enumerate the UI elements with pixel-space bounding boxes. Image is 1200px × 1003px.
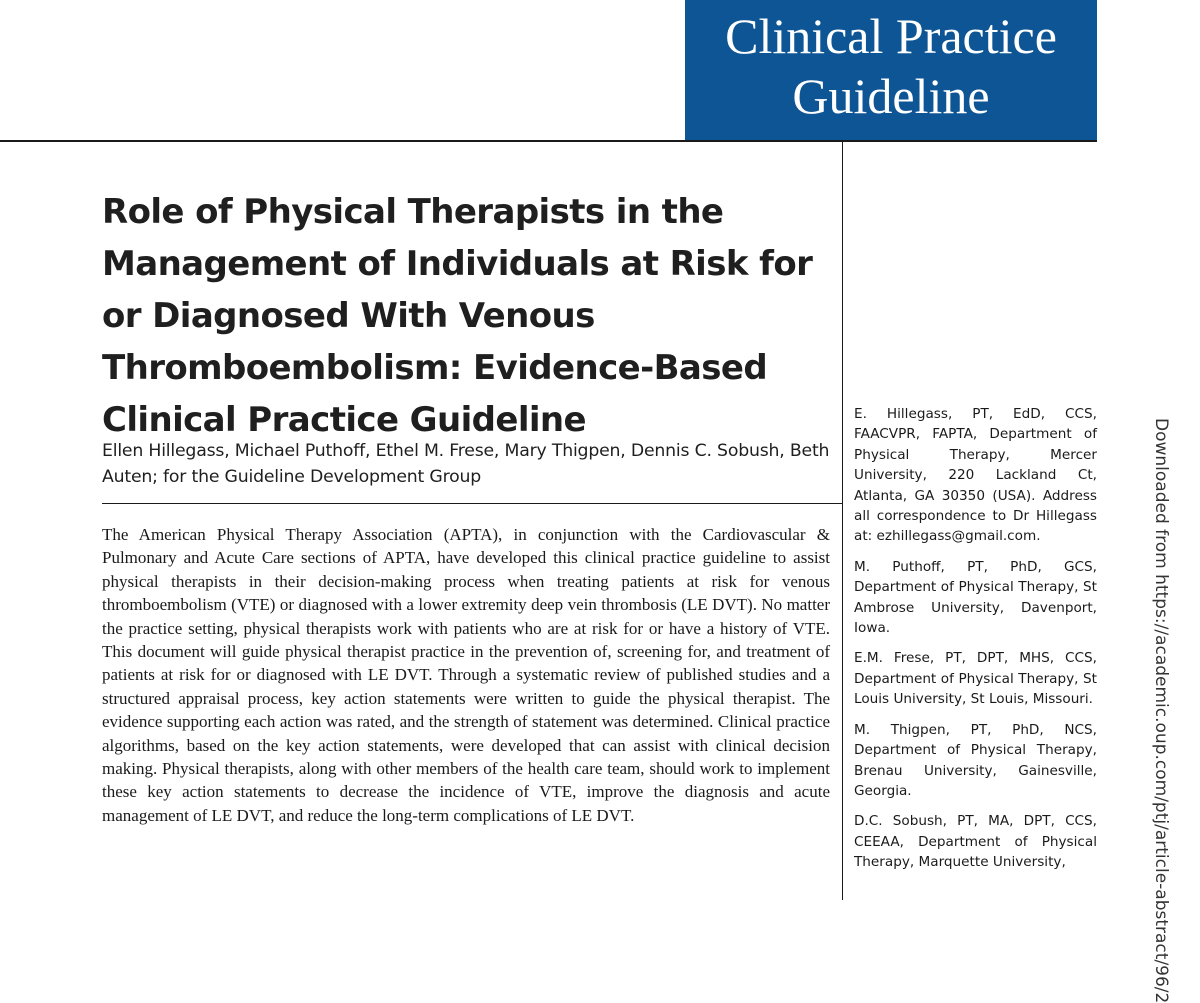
affiliation-frese: E.M. Frese, PT, DPT, MHS, CCS, Department of Physical Therapy, St Louis University, St Louis, Missouri.	[854, 650, 1097, 708]
affiliation-sobush: D.C. Sobush, PT, MA, DPT, CCS, CEEAA, Department of Physical Therapy, Marquette University,	[854, 813, 1097, 871]
banner-title-line-2: Guideline	[792, 68, 990, 124]
column-divider	[842, 140, 843, 900]
download-source-link[interactable]: Downloaded from https://academic.oup.com/ptj/article-abstract/96/2	[1151, 418, 1171, 1003]
article-title: Role of Physical Therapists in the Management of Individuals at Risk for or Diagnosed With Venous Thromboembolism: Evidence-Based Clinical Practice Guideline	[102, 192, 813, 440]
author-list: Ellen Hillegass, Michael Puthoff, Ethel M. Frese, Mary Thigpen, Dennis C. Sobush, Beth Auten; for the Guideline Development Group	[102, 441, 830, 487]
authors-divider	[102, 503, 842, 504]
affiliation-thigpen: M. Thigpen, PT, PhD, NCS, Department of Physical Therapy, Brenau University, Gainesville, Georgia.	[854, 721, 1097, 799]
guideline-banner	[685, 0, 1097, 142]
header-divider	[0, 140, 1097, 142]
abstract-text: The American Physical Therapy Association (APTA), in conjunction with the Cardiovascular & Pulmonary and Acute Care sections of APTA, have developed this clinical practice guideline to assist physical therapists in their decision-making process when treating patients at risk for venous thromboembolism (VTE) or diagnosed with a lower extremity deep vein thrombosis (LE DVT). No matter the practice setting, physical therapists work with patients who are at risk for or have a history of VTE. This document will guide physical therapist practice in the prevention of, screening for, and treatment of patients at risk for or diagnosed with LE DVT. Through a systematic review of published studies and a structured appraisal process, key action statements were written to guide the physical therapist. The evidence supporting each action was rated, and the strength of statement was determined. Clinical practice algorithms, based on the key action statements, were developed that can assist with clinical decision making. Physical therapists, along with other members of the health care team, should work to implement these key action statements to decrease the incidence of VTE, improve the diagnosis and acute management of LE DVT, and reduce the long-term complications of LE DVT.	[102, 525, 830, 825]
affiliations-sidebar	[854, 404, 1097, 883]
banner-title-line-1: Clinical Practice	[725, 8, 1057, 64]
affiliation-hillegass: E. Hillegass, PT, EdD, CCS, FAACVPR, FAPTA, Department of Physical Therapy, Mercer University, 220 Lackland Ct, Atlanta, GA 30350 (USA). Address all correspondence to Dr Hillegass at: ezhillegass@gmail.com.	[854, 406, 1097, 545]
affiliation-puthoff: M. Puthoff, PT, PhD, GCS, Department of Physical Therapy, St Ambrose University, Davenport, Iowa.	[854, 558, 1097, 637]
